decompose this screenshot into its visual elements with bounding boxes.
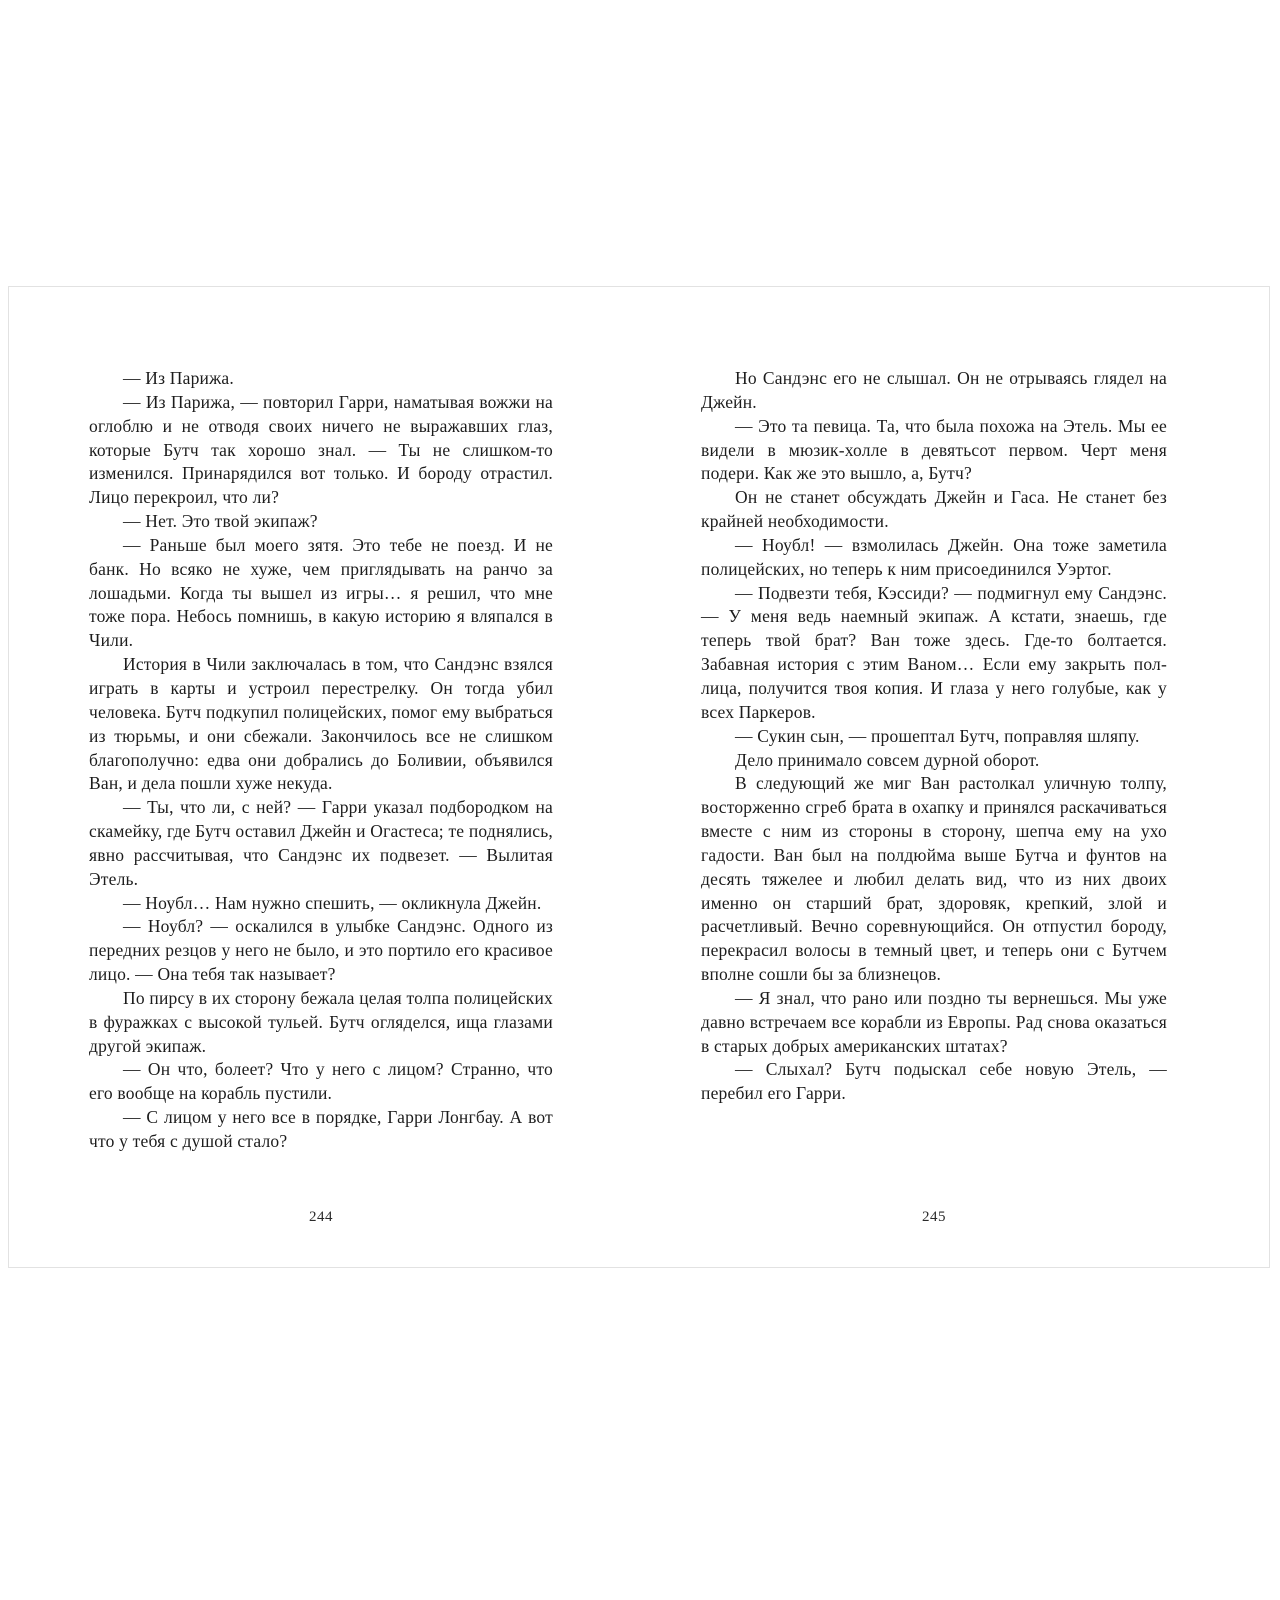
paragraph: — Раньше был моего зятя. Это тебе не поезд. И не банк. Но всяко не хуже, чем приглядывать на ранчо за лошадьми. Когда ты вышел из игры… я решил, что мне тоже пора. Небось помнишь, в какую историю я вляпался в Чили. (89, 534, 553, 651)
page-right-text (701, 367, 1167, 1106)
paragraph: Он не станет обсуждать Джейн и Гаса. Не станет без крайней необходимости. (701, 487, 1167, 532)
paragraph: Дело принимало совсем дурной оборот. (735, 749, 1040, 770)
page-number-right: 245 (922, 1209, 946, 1225)
paragraph: — Слыхал? Бутч подыскал себе новую Этель, — перебил его Гарри. (701, 1059, 1167, 1104)
paragraph: — Из Парижа, — повторил Гарри, наматывая вожжи на оглоблю и не отводя своих ничего не выражавших глаз, которые Бутч так хорошо знал. — Ты не слишком-то изменился. Принарядился вот только. И бороду отрастил. Лицо перекроил, что ли? (89, 391, 553, 508)
paragraph: — Ты, что ли, с ней? — Гарри указал подбородком на скамейку, где Бутч оставил Джейн и Огастеса; те поднялись, явно рассчитывая, что Сандэнс их подвезет. — Вылитая Этель. (89, 797, 553, 889)
paragraph: — Ноубл… Нам нужно спешить, — окликнула Джейн. (123, 892, 542, 913)
page-number-left: 244 (309, 1209, 333, 1225)
paragraph: — Подвезти тебя, Кэссиди? — подмигнул ему Сандэнс. — У меня ведь наемный экипаж. А кстати, знаешь, где теперь твой брат? Ван тоже здесь. Где-то болтается. Забавная история с этим Ваном… Если ему закрыть пол-лица, получится твоя копия. И глаза у него голубые, как у всех Паркеров. (701, 582, 1167, 722)
page-left-text (89, 367, 553, 1154)
paragraph: По пирсу в их сторону бежала целая толпа полицейских в фуражках с высокой тульей. Бутч огляделся, ища глазами другой экипаж. (89, 987, 553, 1056)
paragraph: — Это та певица. Та, что была похожа на Этель. Мы ее видели в мюзик-холле в девятьсот первом. Черт меня подери. Как же это вышло, а, Бутч? (701, 415, 1167, 484)
paragraph: — Сукин сын, — прошептал Бутч, поправляя шляпу. (735, 725, 1140, 746)
page-left (89, 367, 553, 1257)
page-right (701, 367, 1167, 1257)
paragraph: — Ноубл? — оскалился в улыбке Сандэнс. Одного из передних резцов у него не было, и это портило его красивое лицо. — Она тебя так называет? (89, 916, 553, 985)
book-sheet (8, 286, 1270, 1268)
paragraph: — Нет. Это твой экипаж? (123, 511, 318, 532)
paragraph: — Из Парижа. (123, 368, 234, 388)
paragraph: История в Чили заключалась в том, что Сандэнс взялся играть в карты и устроил перестрелку. Он тогда убил человека. Бутч подкупил полицейских, помог ему выбраться из тюрьмы, и они сбежали. Закончилось все не слишком благополучно: едва они добрались до Боливии, объявился Ван, и дела пошли хуже некуда. (89, 654, 553, 794)
paragraph: — Я знал, что рано или поздно ты вернешься. Мы уже давно встречаем все корабли из Европы. Рад снова оказаться в старых добрых американских штатах? (701, 987, 1167, 1056)
paragraph: — С лицом у него все в порядке, Гарри Лонгбау. А вот что у тебя с душой стало? (89, 1107, 553, 1151)
paragraph: — Он что, болеет? Что у него с лицом? Странно, что его вообще на корабль пустили. (89, 1059, 553, 1104)
paragraph: В следующий же миг Ван растолкал уличную толпу, восторженно сгреб брата в охапку и принялся раскачиваться вместе с ним из стороны в сторону, шепча ему на ухо гадости. Ван был на полдюйма выше Бутча и фунтов на десять тяжелее и любил делать вид, что из них двоих именно он старший брат, здоровяк, крепкий, злой и расчетливый. Вечно соревнующийся. Он отпустил бороду, перекрасил волосы в темный цвет, и теперь они с Бутчем вполне сошли бы за близнецов. (701, 773, 1167, 985)
paragraph: Но Сандэнс его не слышал. Он не отрываясь глядел на Джейн. (701, 368, 1167, 412)
paragraph: — Ноубл! — взмолилась Джейн. Она тоже заметила полицейских, но теперь к ним присоединился Уэртог. (701, 534, 1167, 579)
